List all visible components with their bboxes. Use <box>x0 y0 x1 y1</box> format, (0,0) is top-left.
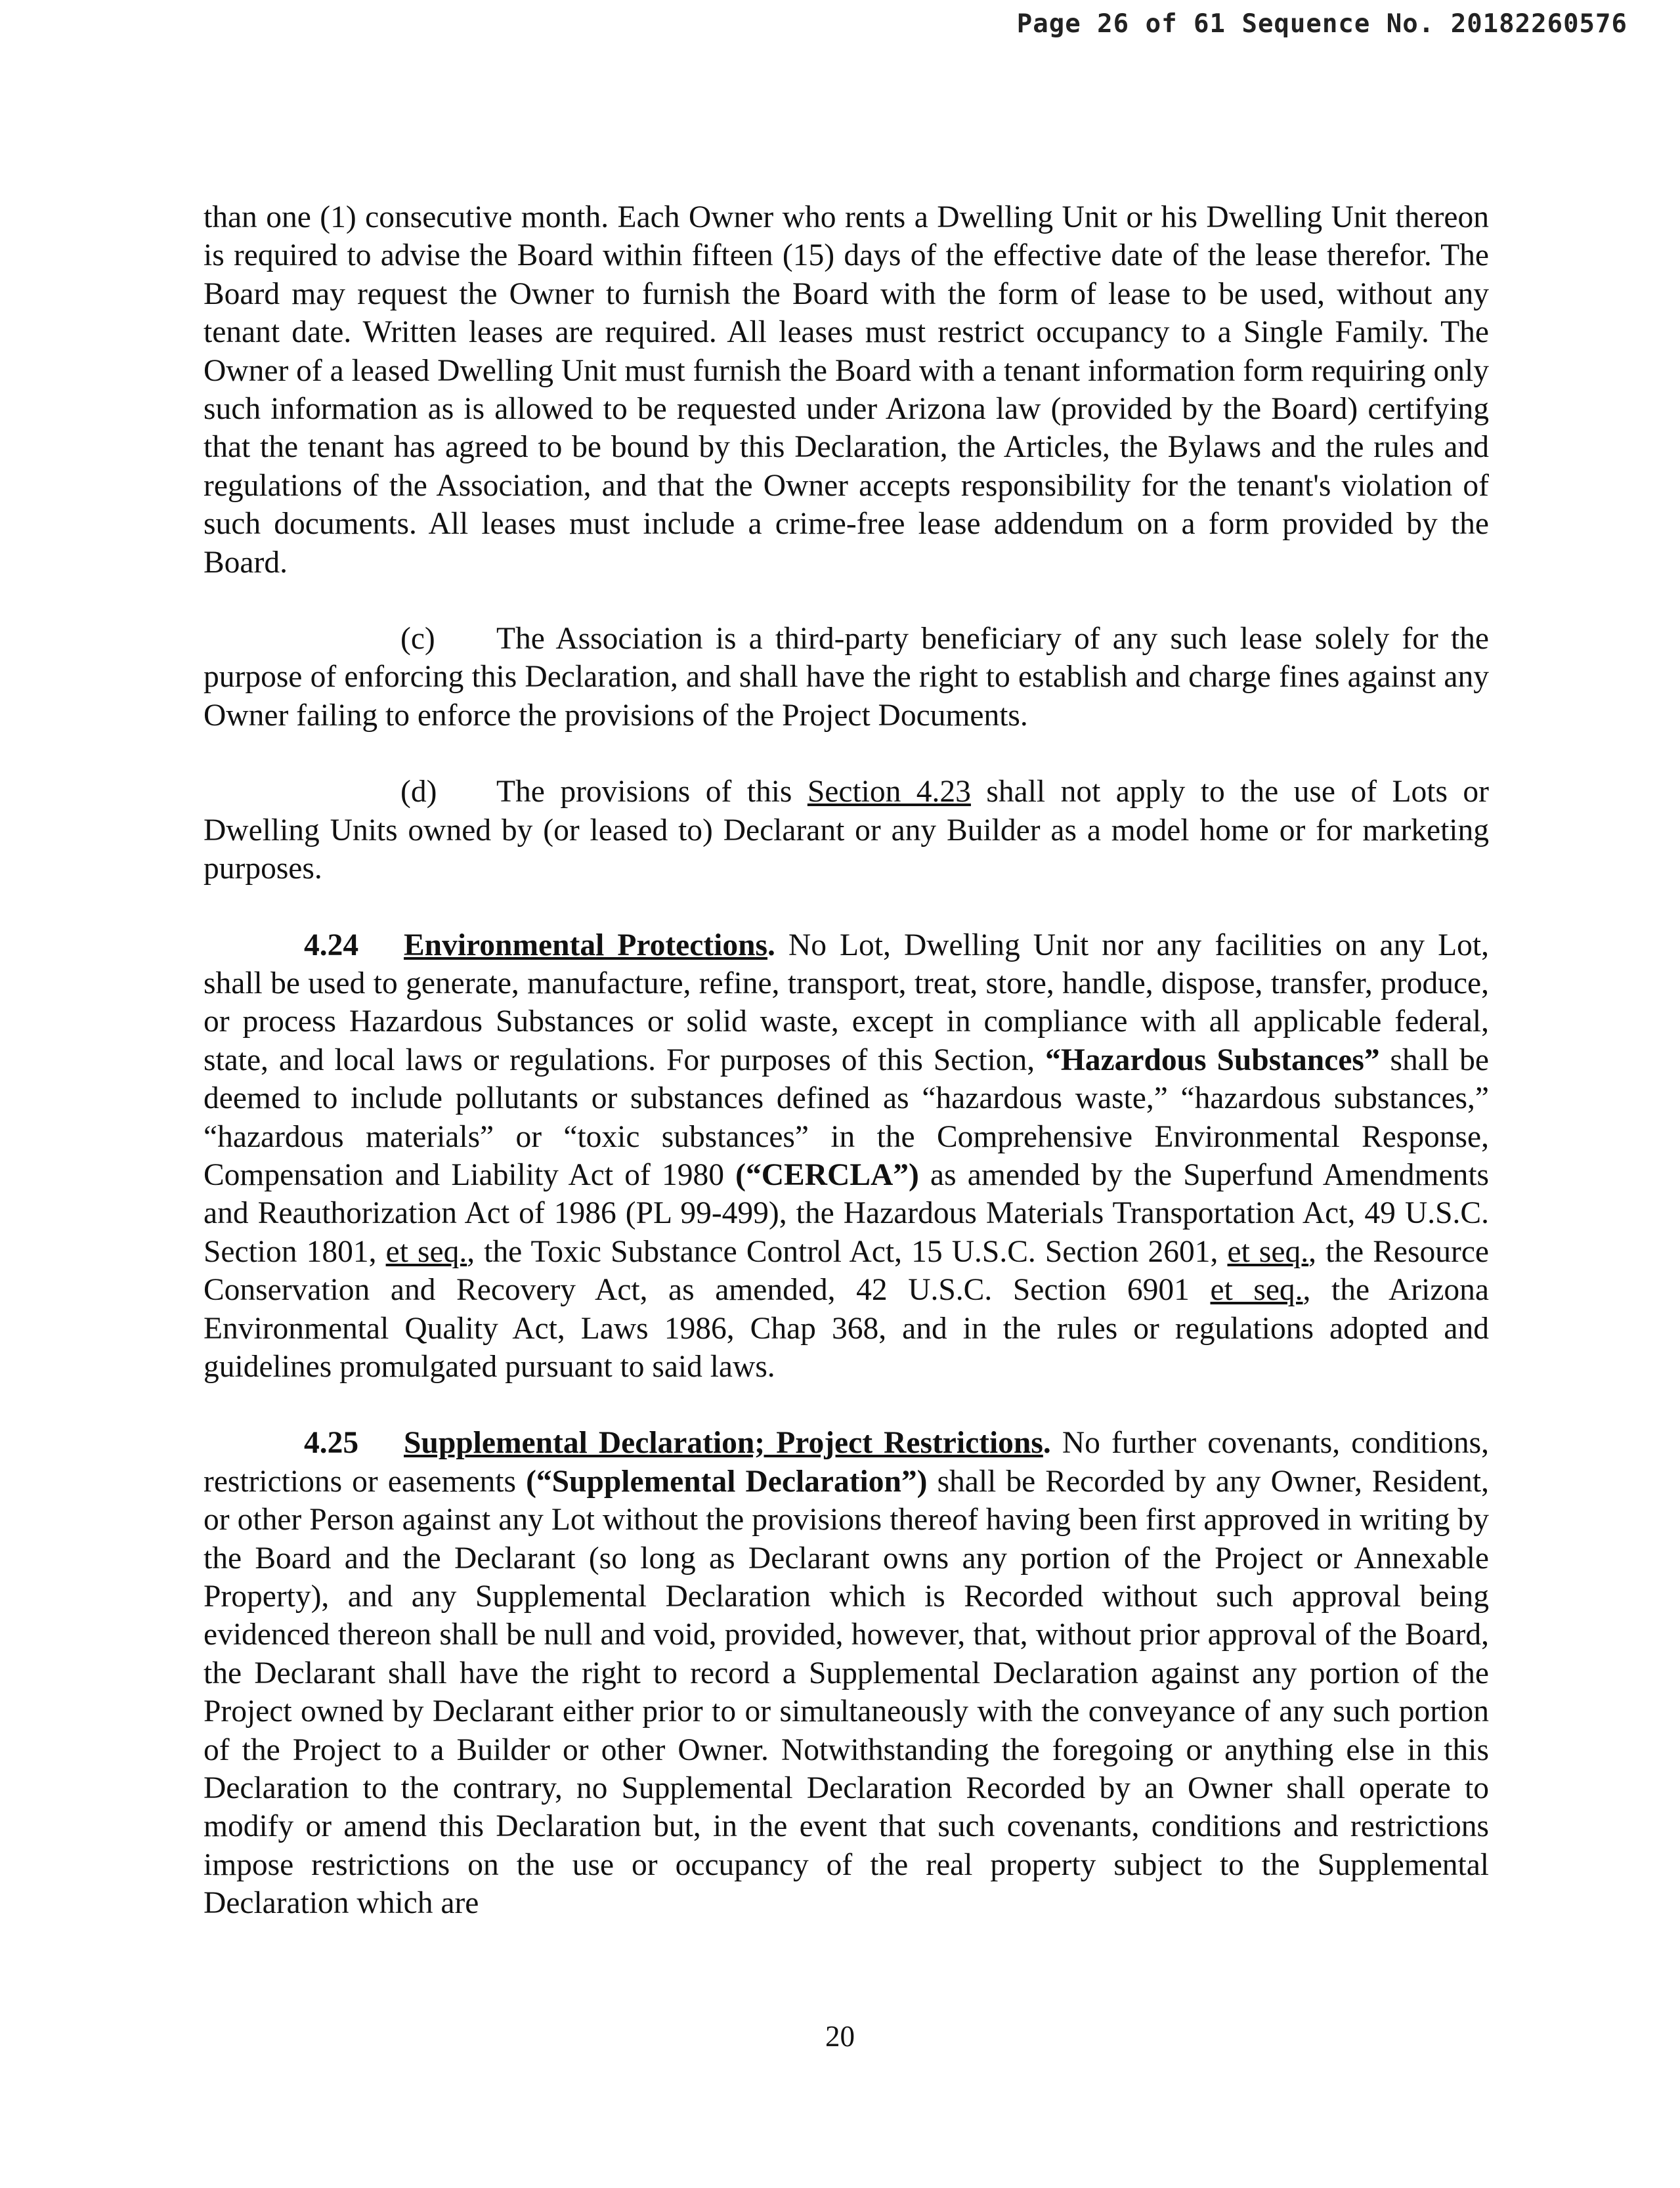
page-number: 20 <box>825 2020 855 2053</box>
section-4-24-title-punct: . <box>767 928 775 962</box>
section-4-24-text-5: , the Resource Conservation and Recovery Act, as amended, 42 U.S.C. Section 6901 <box>204 1234 1489 1308</box>
paragraph-d-text-start: The provisions of this <box>496 775 808 809</box>
section-4-24-text-3: as amended by the Superfund Amendments and Reauthorization Act of 1986 (PL 99-499), the Hazardous Materials Transportation Act, 49 U.S.C. Section 1801, <box>204 1157 1490 1269</box>
paragraph-c <box>204 620 1489 735</box>
section-4-24-number: 4.24 <box>304 928 359 962</box>
paragraph-d <box>204 773 1489 888</box>
page-sequence-header: Page 26 of 61 Sequence No. 20182260576 <box>1016 9 1627 39</box>
section-4-24-text-6: , the Arizona Environmental Quality Act, Laws 1986, Chap 368, and in the rules or regulations adopted and guidelines promulgated pursuant to said laws. <box>204 1273 1489 1384</box>
section-4-24-text-1: No Lot, Dwelling Unit nor any facilities on any Lot, shall be used to generate, manufacture, refine, transport, treat, store, handle, dispose, transfer, produce, or process Hazardous Substances or solid waste, except in compliance with all applicable federal, state, and local laws or regulations. For purposes of this Section, <box>204 928 1489 1077</box>
et-seq-1: et seq. <box>385 1234 467 1269</box>
section-4-24-text-4: , the Toxic Substance Control Act, 15 U.S.C. Section 2601, <box>467 1234 1228 1269</box>
et-seq-3: et seq. <box>1210 1273 1303 1308</box>
section-4-23-reference: Section 4.23 <box>807 775 971 809</box>
paragraph-d-text-end: shall not apply to the use of Lots or Dwelling Units owned by (or leased to) Declarant or any Builder as a model home or for marketing purposes. <box>204 775 1489 886</box>
section-4-24-text-2: shall be deemed to include pollutants or substances defined as “hazardous waste,” “hazardous substances,” “hazardous materials” or “toxic substances” in the Comprehensive Environmental Response, Compensation and Liability Act of 1980 <box>204 1042 1489 1192</box>
paragraph-c-text: The Association is a third-party beneficiary of any such lease solely for the purpose of enforcing this Declaration, and shall have the right to establish and charge fines against any Owner failing to enforce the provisions of the Project Documents. <box>204 622 1489 733</box>
section-4-25 <box>204 1424 1489 1922</box>
et-seq-2: et seq. <box>1227 1234 1309 1269</box>
term-cercla: (“CERCLA”) <box>735 1157 919 1192</box>
paragraph-d-label: (d) <box>400 775 437 809</box>
section-4-25-text-2: shall be Recorded by any Owner, Resident, or other Person against any Lot without the provisions thereof having been first approved in writing by the Board and the Declarant (so long as Declarant owns any portion of the Project or Annexable Property), and any Supplemental Declaration which is Recorded without such approval being evidenced thereon shall be null and void, provided, however, that, without prior approval of the Board, the Declarant shall have the right to record a Supplemental Declaration against any portion of the Project owned by Declarant either prior to or simultaneously with the conveyance of any such portion of the Project to a Builder or other Owner. Notwithstanding the foregoing or anything else in this Declaration to the contrary, no Supplemental Declaration Recorded by an Owner shall operate to modify or amend this Declaration but, in the event that such covenants, conditions and restrictions impose restrictions on the use or occupancy of the real property subject to the Supplemental Declaration which are <box>204 1464 1489 1921</box>
paragraph-continued-lease-terms: than one (1) consecutive month. Each Owner who rents a Dwelling Unit or his Dwelling Unit thereon is required to advise the Board within fifteen (15) days of the effective date of the lease therefor. The Board may request the Owner to furnish the Board with the form of lease to be used, without any tenant date. Written leases are required. All leases must restrict occupancy to a Single Family. The Owner of a leased Dwelling Unit must furnish the Board with a tenant information form requiring only such information as is allowed to be requested under Arizona law (provided by the Board) certifying that the tenant has agreed to be bound by this Declaration, the Articles, the Bylaws and the rules and regulations of the Association, and that the Owner accepts responsibility for the tenant's violation of such documents. All leases must include a crime-free lease addendum on a form provided by the Board. <box>204 200 1489 580</box>
term-hazardous-substances: “Hazardous Substances” <box>1045 1042 1380 1077</box>
term-supplemental-declaration: (“Supplemental Declaration”) <box>526 1464 928 1499</box>
section-4-24-title: Environmental Protections <box>404 928 767 962</box>
paragraph-c-label: (c) <box>400 622 435 656</box>
document-body <box>204 198 1489 1923</box>
section-4-24 <box>204 926 1489 1386</box>
section-4-25-title: Supplemental Declaration; Project Restrictions <box>404 1426 1043 1461</box>
section-4-25-number: 4.25 <box>304 1426 359 1461</box>
section-4-25-title-punct: . <box>1043 1426 1051 1461</box>
section-4-25-text-1: No further covenants, conditions, restrictions or easements <box>204 1426 1489 1499</box>
